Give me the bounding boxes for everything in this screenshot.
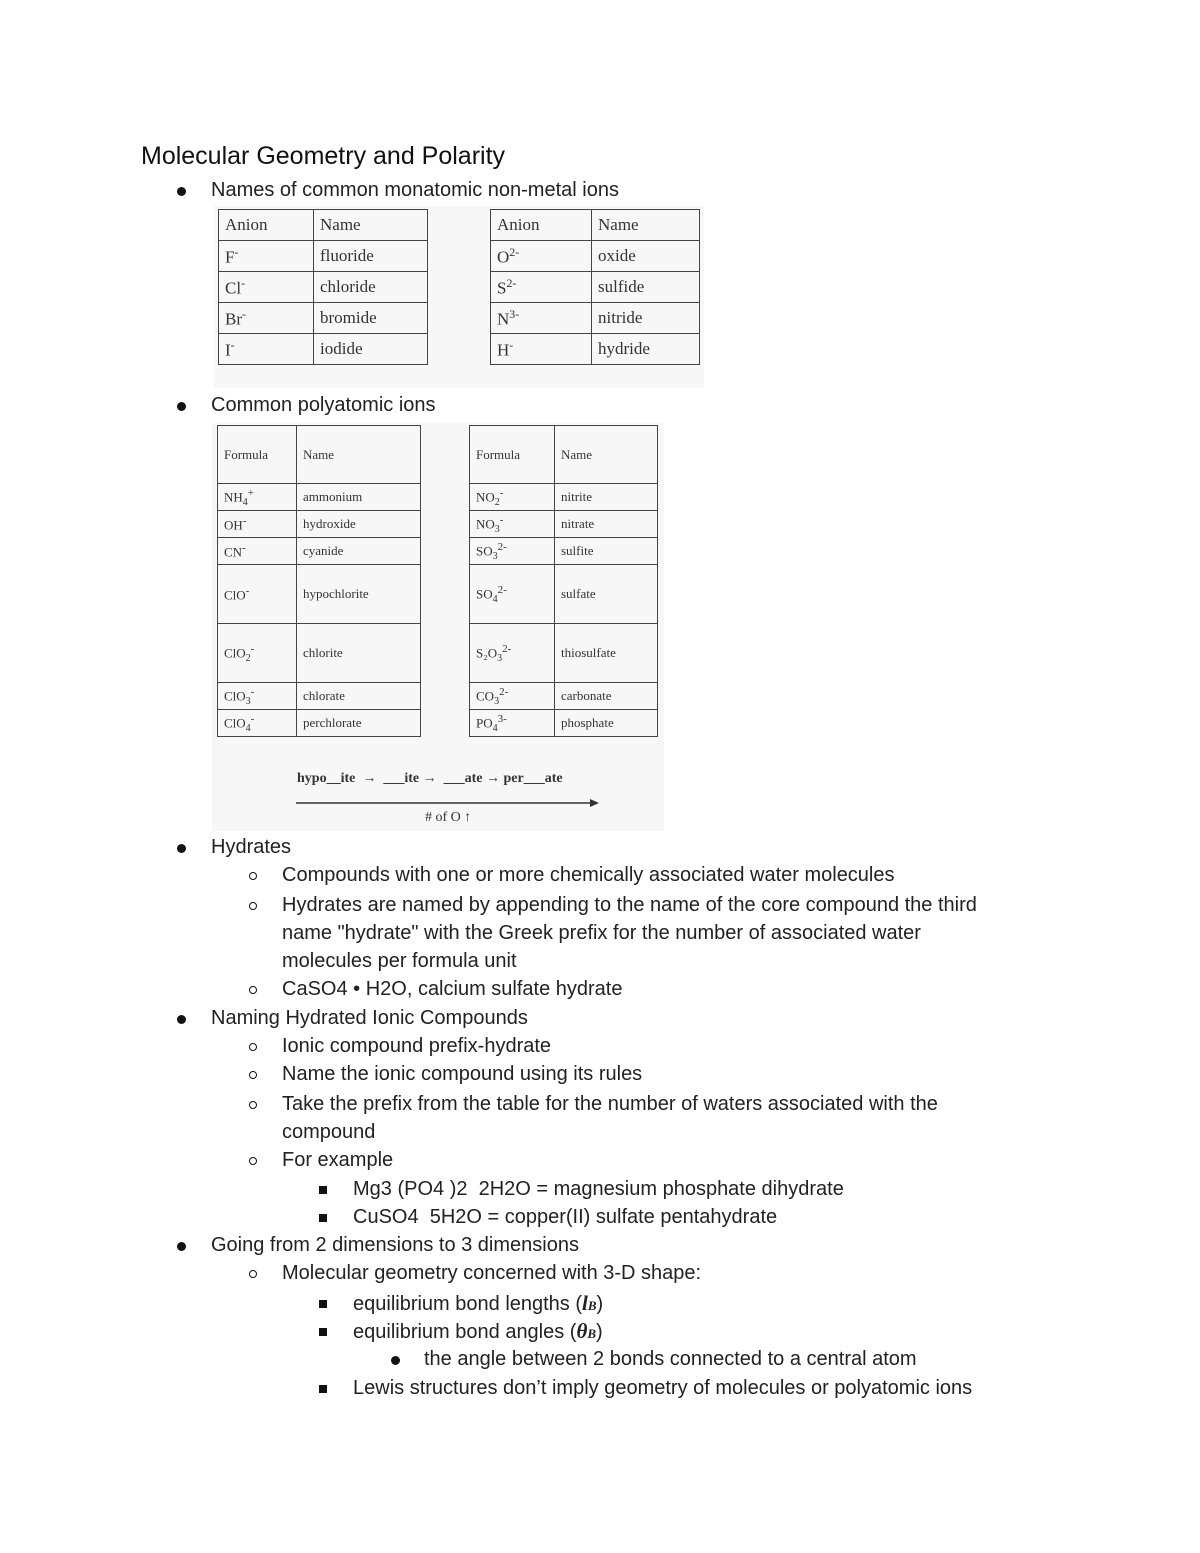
name-cell: hydroxide bbox=[297, 511, 421, 538]
anion-cell: $O^{2-}$ bbox=[491, 241, 592, 272]
angle-definition: the angle between 2 bonds connected to a central atom bbox=[424, 1348, 917, 1370]
bullet bbox=[249, 1157, 257, 1165]
naming-item: For example bbox=[282, 1149, 394, 1171]
example-copper-sulfate: CuSO4 5H2O = copper(II) sulfate pentahydrate bbox=[353, 1206, 778, 1228]
name-cell: sulfate bbox=[555, 565, 658, 624]
bullet bbox=[249, 1101, 257, 1109]
section-heading-dimensions: Going from 2 dimensions to 3 dimensions bbox=[211, 1234, 579, 1256]
oxygen-arrow bbox=[296, 796, 601, 810]
anion-cell: H- bbox=[491, 334, 592, 365]
polyatomic-table-left bbox=[217, 425, 421, 737]
bullet bbox=[319, 1186, 327, 1194]
formula-cell: $SO_3^{2-}$ bbox=[470, 538, 555, 565]
hydrate-naming-line2: name "hydrate" with the Greek prefix for the number of associated water bbox=[282, 922, 921, 944]
bullet bbox=[177, 844, 186, 853]
header-name: Name bbox=[314, 210, 428, 241]
bullet bbox=[177, 1242, 186, 1251]
bond-angles: equilibrium bond angles (θB) bbox=[353, 1319, 603, 1343]
name-cell: bromide bbox=[314, 303, 428, 334]
example-magnesium-phosphate: Mg3 (PO4 )2 2H2O = magnesium phosphate dihydrate bbox=[353, 1178, 844, 1200]
polyatomic-table-right bbox=[469, 425, 658, 737]
bullet bbox=[319, 1300, 327, 1308]
header-name: Name bbox=[555, 426, 658, 484]
hydrate-naming-line1: Hydrates are named by appending to the name of the core compound the third bbox=[282, 894, 977, 916]
formula-cell: $PO_4^{3-}$ bbox=[470, 710, 555, 737]
name-cell: sulfite bbox=[555, 538, 658, 565]
page-title: Molecular Geometry and Polarity bbox=[141, 142, 506, 170]
bullet bbox=[177, 1015, 186, 1024]
name-cell: chlorate bbox=[297, 683, 421, 710]
formula-cell: ClO- bbox=[218, 565, 297, 624]
monatomic-table-right bbox=[490, 209, 700, 365]
name-cell: ammonium bbox=[297, 484, 421, 511]
bond-lengths: equilibrium bond lengths (lB) bbox=[353, 1291, 604, 1315]
anion-cell: $N^{3-}$ bbox=[491, 303, 592, 334]
formula-cell: ClO$_4$- bbox=[218, 710, 297, 737]
name-cell: nitride bbox=[592, 303, 700, 334]
formula-cell: ClO$_3$- bbox=[218, 683, 297, 710]
geometry-intro: Molecular geometry concerned with 3-D shape: bbox=[282, 1262, 702, 1284]
hydrate-naming-line3: molecules per formula unit bbox=[282, 950, 517, 972]
anion-cell: Br- bbox=[219, 303, 314, 334]
naming-sequence: hypo__ite → ___ite → ___ate → per___ate bbox=[297, 771, 563, 786]
name-cell: chlorite bbox=[297, 624, 421, 683]
naming-item: Take the prefix from the table for the number of waters associated with the bbox=[282, 1093, 938, 1115]
formula-cell: $SO_4^{2-}$ bbox=[470, 565, 555, 624]
bullet bbox=[177, 187, 186, 196]
section-heading-naming: Naming Hydrated Ionic Compounds bbox=[211, 1007, 528, 1029]
name-cell: fluoride bbox=[314, 241, 428, 272]
bullet bbox=[319, 1328, 327, 1336]
name-cell: nitrate bbox=[555, 511, 658, 538]
naming-item: Name the ionic compound using its rules bbox=[282, 1063, 643, 1085]
name-cell: thiosulfate bbox=[555, 624, 658, 683]
section-heading-monatomic: Names of common monatomic non-metal ions bbox=[211, 179, 619, 201]
bullet bbox=[177, 402, 186, 411]
name-cell: oxide bbox=[592, 241, 700, 272]
section-heading-polyatomic: Common polyatomic ions bbox=[211, 394, 436, 416]
bullet bbox=[249, 986, 257, 994]
name-cell: iodide bbox=[314, 334, 428, 365]
bullet bbox=[319, 1214, 327, 1222]
anion-cell: Cl- bbox=[219, 272, 314, 303]
anion-cell: $S^{2-}$ bbox=[491, 272, 592, 303]
name-cell: nitrite bbox=[555, 484, 658, 511]
hydrate-example: CaSO4 • H2O, calcium sulfate hydrate bbox=[282, 978, 623, 1000]
anion-cell: F- bbox=[219, 241, 314, 272]
formula-cell: $CO_3^{2-}$ bbox=[470, 683, 555, 710]
bullet bbox=[249, 1071, 257, 1079]
name-cell: sulfide bbox=[592, 272, 700, 303]
naming-item-cont: compound bbox=[282, 1121, 376, 1143]
bullet bbox=[249, 902, 257, 910]
name-cell: hydride bbox=[592, 334, 700, 365]
name-cell: phosphate bbox=[555, 710, 658, 737]
lewis-structures-note: Lewis structures don’t imply geometry of molecules or polyatomic ions bbox=[353, 1377, 973, 1399]
header-anion: Anion bbox=[491, 210, 592, 241]
formula-cell: $NO_2^-$ bbox=[470, 484, 555, 511]
bullet bbox=[249, 1270, 257, 1278]
hydrate-definition: Compounds with one or more chemically associated water molecules bbox=[282, 864, 895, 886]
name-cell: cyanide bbox=[297, 538, 421, 565]
header-anion: Anion bbox=[219, 210, 314, 241]
section-heading-hydrates: Hydrates bbox=[211, 836, 292, 858]
naming-item: Ionic compound prefix-hydrate bbox=[282, 1035, 552, 1057]
bullet bbox=[391, 1356, 400, 1365]
formula-cell: CN- bbox=[218, 538, 297, 565]
header-formula: Formula bbox=[470, 426, 555, 484]
header-name: Name bbox=[297, 426, 421, 484]
header-formula: Formula bbox=[218, 426, 297, 484]
formula-cell: $NO_3^-$ bbox=[470, 511, 555, 538]
formula-cell: OH- bbox=[218, 511, 297, 538]
bullet bbox=[249, 872, 257, 880]
anion-cell: I- bbox=[219, 334, 314, 365]
bullet bbox=[249, 1043, 257, 1051]
formula-cell: $S_2O_3^{2-}$ bbox=[470, 624, 555, 683]
bullet bbox=[319, 1385, 327, 1393]
formula-cell: ClO$_2$- bbox=[218, 624, 297, 683]
header-name: Name bbox=[592, 210, 700, 241]
name-cell: chloride bbox=[314, 272, 428, 303]
name-cell: hypochlorite bbox=[297, 565, 421, 624]
monatomic-table-left bbox=[218, 209, 428, 365]
name-cell: carbonate bbox=[555, 683, 658, 710]
name-cell: perchlorate bbox=[297, 710, 421, 737]
formula-cell: $NH_4^+$ bbox=[218, 484, 297, 511]
oxygen-axis-label: # of O ↑ bbox=[425, 810, 472, 825]
